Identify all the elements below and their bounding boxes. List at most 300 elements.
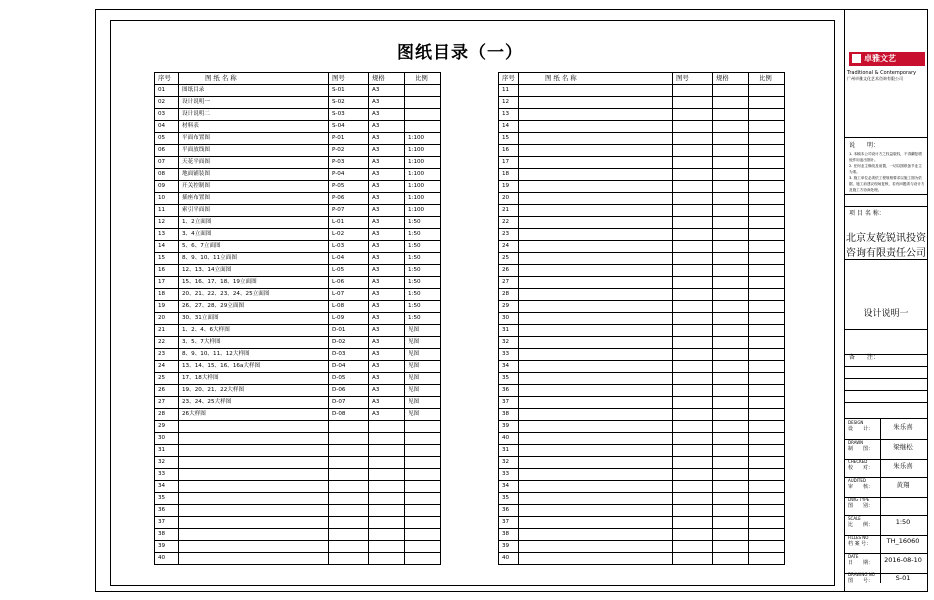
row-no: 23 xyxy=(155,349,179,361)
row-code: D-05 xyxy=(329,373,369,385)
table-row xyxy=(155,157,441,169)
row-size: A3 xyxy=(369,289,405,301)
table-row xyxy=(155,361,441,373)
row-scale xyxy=(749,205,785,217)
row-size xyxy=(713,301,749,313)
row-code xyxy=(673,241,713,253)
row-scale xyxy=(749,229,785,241)
row-name: 3、5、7大样图 xyxy=(179,337,329,349)
table-row xyxy=(155,205,441,217)
row-name: 开关控制图 xyxy=(179,181,329,193)
table-row xyxy=(499,193,785,205)
header-code: 图号 xyxy=(673,73,713,85)
row-no: 16 xyxy=(499,145,519,157)
row-name xyxy=(519,457,673,469)
row-scale xyxy=(405,517,441,529)
table-row xyxy=(499,493,785,505)
row-no: 36 xyxy=(499,505,519,517)
table-row xyxy=(155,121,441,133)
row-no: 24 xyxy=(155,361,179,373)
row-code: P-02 xyxy=(329,145,369,157)
row-name: 23、24、25大样图 xyxy=(179,397,329,409)
row-name xyxy=(179,481,329,493)
row-scale xyxy=(405,481,441,493)
date-value: 2016-08-10 xyxy=(884,556,922,564)
table-row xyxy=(155,265,441,277)
row-code xyxy=(673,385,713,397)
table-row xyxy=(499,433,785,445)
table-row xyxy=(155,169,441,181)
table-row xyxy=(499,97,785,109)
row-size xyxy=(713,361,749,373)
row-no: 31 xyxy=(155,445,179,457)
row-no: 35 xyxy=(499,493,519,505)
row-code xyxy=(673,97,713,109)
row-name xyxy=(179,505,329,517)
row-name xyxy=(519,517,673,529)
table-row xyxy=(499,265,785,277)
row-code: L-07 xyxy=(329,289,369,301)
row-scale: 1:100 xyxy=(405,181,441,193)
row-no: 36 xyxy=(499,385,519,397)
row-scale xyxy=(749,529,785,541)
scale-en-label: SCALE xyxy=(848,516,861,521)
row-scale: 见图 xyxy=(405,397,441,409)
row-size: A3 xyxy=(369,325,405,337)
row-size xyxy=(369,505,405,517)
row-name: 20、21、22、23、24、25立面图 xyxy=(179,289,329,301)
row-name xyxy=(519,205,673,217)
header-no: 序号 xyxy=(499,73,519,85)
row-name xyxy=(519,529,673,541)
file-label: 档 案 号： xyxy=(848,541,872,547)
row-scale: 1:50 xyxy=(405,217,441,229)
row-size xyxy=(713,445,749,457)
row-size xyxy=(713,85,749,97)
row-no: 20 xyxy=(499,193,519,205)
row-size xyxy=(713,205,749,217)
row-code xyxy=(673,529,713,541)
row-name: 图纸目录 xyxy=(179,85,329,97)
row-code xyxy=(673,541,713,553)
row-no: 36 xyxy=(155,505,179,517)
row-no: 34 xyxy=(155,481,179,493)
row-name: 索引平面图 xyxy=(179,205,329,217)
row-size xyxy=(713,313,749,325)
row-no: 26 xyxy=(499,265,519,277)
row-code: L-02 xyxy=(329,229,369,241)
row-name: 地面铺装图 xyxy=(179,169,329,181)
row-code xyxy=(673,337,713,349)
table-row xyxy=(155,529,441,541)
row-name xyxy=(179,457,329,469)
row-name xyxy=(519,481,673,493)
row-scale xyxy=(405,541,441,553)
row-name: 19、20、21、22大样图 xyxy=(179,385,329,397)
row-no: 17 xyxy=(499,157,519,169)
row-code xyxy=(673,397,713,409)
row-name xyxy=(179,421,329,433)
row-name xyxy=(519,217,673,229)
row-size xyxy=(713,229,749,241)
table-row xyxy=(499,553,785,565)
row-code: P-04 xyxy=(329,169,369,181)
row-scale xyxy=(749,181,785,193)
row-size xyxy=(369,541,405,553)
table-row xyxy=(155,325,441,337)
row-no: 35 xyxy=(155,493,179,505)
row-code xyxy=(673,301,713,313)
dwgno-value: S-01 xyxy=(895,574,911,582)
row-scale xyxy=(405,529,441,541)
row-scale xyxy=(749,325,785,337)
row-scale xyxy=(749,493,785,505)
row-scale xyxy=(749,277,785,289)
table-row xyxy=(499,277,785,289)
row-no: 15 xyxy=(155,253,179,265)
row-name xyxy=(519,361,673,373)
page-title: 图纸目录（一） xyxy=(397,43,523,63)
row-no: 16 xyxy=(155,265,179,277)
row-scale xyxy=(749,109,785,121)
row-no: 29 xyxy=(155,421,179,433)
row-name: 1、2立面图 xyxy=(179,217,329,229)
row-size xyxy=(713,469,749,481)
row-no: 32 xyxy=(499,337,519,349)
row-scale xyxy=(749,553,785,565)
row-scale xyxy=(749,217,785,229)
row-code xyxy=(329,493,369,505)
row-code xyxy=(673,121,713,133)
logo-mark-icon xyxy=(852,54,861,63)
row-size: A3 xyxy=(369,169,405,181)
row-scale xyxy=(749,133,785,145)
row-size xyxy=(369,517,405,529)
row-size xyxy=(369,529,405,541)
row-no: 33 xyxy=(155,469,179,481)
row-name xyxy=(519,469,673,481)
row-code: P-06 xyxy=(329,193,369,205)
row-size xyxy=(713,121,749,133)
table-row xyxy=(499,229,785,241)
row-scale xyxy=(749,121,785,133)
row-code: L-09 xyxy=(329,313,369,325)
header-code: 图号 xyxy=(329,73,369,85)
row-code xyxy=(673,445,713,457)
row-name xyxy=(179,469,329,481)
row-no: 17 xyxy=(155,277,179,289)
row-scale xyxy=(749,265,785,277)
row-code xyxy=(673,481,713,493)
row-size: A3 xyxy=(369,313,405,325)
notes-text: 1. 本稿本公司设计方之权益版权，不得翻复增他作用途出图计。 2. 任何业主修改及前置，一切以图纸备节业主为准。 3. 施工单位必须依工程规格要求以施工图为依据，施工前建议现场复核，若有问题须与设计方及施工方协商处理。 xyxy=(849,152,925,192)
row-name: 材料表 xyxy=(179,121,329,133)
row-size: A3 xyxy=(369,145,405,157)
row-size: A3 xyxy=(369,109,405,121)
table-row xyxy=(155,421,441,433)
row-code xyxy=(673,289,713,301)
row-name xyxy=(519,157,673,169)
row-name: 5、6、7立面图 xyxy=(179,241,329,253)
row-size xyxy=(369,469,405,481)
row-code: D-01 xyxy=(329,325,369,337)
row-scale xyxy=(749,445,785,457)
row-scale: 1:100 xyxy=(405,133,441,145)
row-scale xyxy=(405,457,441,469)
row-no: 05 xyxy=(155,133,179,145)
row-no: 28 xyxy=(499,289,519,301)
row-no: 31 xyxy=(499,445,519,457)
table-row xyxy=(155,541,441,553)
row-name: 12、13、14立面图 xyxy=(179,265,329,277)
row-no: 11 xyxy=(155,205,179,217)
row-no: 25 xyxy=(499,253,519,265)
row-code xyxy=(673,349,713,361)
row-code: L-04 xyxy=(329,253,369,265)
table-row xyxy=(499,481,785,493)
row-size xyxy=(369,481,405,493)
row-no: 40 xyxy=(499,433,519,445)
table-row xyxy=(499,505,785,517)
row-name xyxy=(519,85,673,97)
table-row xyxy=(155,553,441,565)
row-scale xyxy=(405,109,441,121)
row-size xyxy=(713,529,749,541)
row-scale: 1:50 xyxy=(405,229,441,241)
row-scale xyxy=(405,445,441,457)
row-scale: 1:50 xyxy=(405,289,441,301)
row-size xyxy=(713,385,749,397)
row-no: 26 xyxy=(155,385,179,397)
row-no: 18 xyxy=(155,289,179,301)
table-row xyxy=(499,541,785,553)
row-name xyxy=(519,277,673,289)
row-name xyxy=(519,445,673,457)
row-size: A3 xyxy=(369,241,405,253)
table-row xyxy=(499,85,785,97)
row-code: D-08 xyxy=(329,409,369,421)
row-name xyxy=(179,517,329,529)
row-size xyxy=(713,325,749,337)
dwgno-label: 图 号： xyxy=(848,578,874,584)
row-no: 10 xyxy=(155,193,179,205)
date-en-label: DATE xyxy=(848,554,859,559)
row-name: 设计说明一 xyxy=(179,97,329,109)
row-size xyxy=(713,457,749,469)
row-size: A3 xyxy=(369,121,405,133)
design-en-label: DESIGN xyxy=(848,420,864,425)
row-name: 平面放线图 xyxy=(179,145,329,157)
row-name xyxy=(179,433,329,445)
row-name xyxy=(519,385,673,397)
row-no: 13 xyxy=(155,229,179,241)
row-no: 38 xyxy=(155,529,179,541)
table-row xyxy=(155,409,441,421)
table-row xyxy=(155,229,441,241)
row-code xyxy=(329,445,369,457)
row-size: A3 xyxy=(369,301,405,313)
row-code: P-05 xyxy=(329,181,369,193)
row-no: 23 xyxy=(499,229,519,241)
project-label: 项 目 名 称： xyxy=(849,210,885,217)
row-scale xyxy=(749,409,785,421)
table-row xyxy=(499,409,785,421)
row-size xyxy=(713,349,749,361)
row-no: 38 xyxy=(499,529,519,541)
row-scale xyxy=(749,373,785,385)
row-size xyxy=(713,553,749,565)
table-row xyxy=(499,349,785,361)
row-scale xyxy=(405,433,441,445)
row-scale: 1:100 xyxy=(405,145,441,157)
row-name: 30、31立面图 xyxy=(179,313,329,325)
row-no: 21 xyxy=(155,325,179,337)
row-code xyxy=(673,85,713,97)
row-size: A3 xyxy=(369,133,405,145)
row-name xyxy=(519,505,673,517)
table-row xyxy=(499,313,785,325)
row-no: 06 xyxy=(155,145,179,157)
row-size xyxy=(713,193,749,205)
row-no: 40 xyxy=(499,553,519,565)
row-name xyxy=(179,541,329,553)
row-size: A3 xyxy=(369,229,405,241)
row-scale xyxy=(749,193,785,205)
row-size xyxy=(369,433,405,445)
row-code: L-01 xyxy=(329,217,369,229)
row-code xyxy=(673,145,713,157)
row-no: 31 xyxy=(499,325,519,337)
row-code: S-02 xyxy=(329,97,369,109)
row-size xyxy=(713,337,749,349)
row-no: 20 xyxy=(155,313,179,325)
table-row xyxy=(155,433,441,445)
row-no: 02 xyxy=(155,97,179,109)
row-size xyxy=(713,157,749,169)
table-row xyxy=(155,253,441,265)
row-size xyxy=(369,457,405,469)
drawn-en-label: DRAWN xyxy=(848,440,864,445)
table-row xyxy=(155,445,441,457)
row-size: A3 xyxy=(369,97,405,109)
row-scale xyxy=(749,253,785,265)
row-code xyxy=(673,133,713,145)
row-no: 21 xyxy=(499,205,519,217)
row-size: A3 xyxy=(369,85,405,97)
row-scale: 1:50 xyxy=(405,265,441,277)
row-size: A3 xyxy=(369,373,405,385)
row-scale xyxy=(749,541,785,553)
row-name xyxy=(519,253,673,265)
row-size xyxy=(713,265,749,277)
row-code: L-03 xyxy=(329,241,369,253)
row-scale xyxy=(749,433,785,445)
row-scale xyxy=(405,493,441,505)
audited-label: 审 核： xyxy=(848,484,874,490)
audited-en-label: AUDITED xyxy=(848,478,866,483)
row-size xyxy=(713,397,749,409)
row-code xyxy=(673,433,713,445)
row-name xyxy=(179,529,329,541)
table-row xyxy=(499,397,785,409)
row-no: 14 xyxy=(499,121,519,133)
header-size: 规格 xyxy=(369,73,405,85)
row-code xyxy=(329,553,369,565)
row-name xyxy=(519,541,673,553)
row-code: L-06 xyxy=(329,277,369,289)
project-name: 北京友乾锐讯投资咨询有限责任公司 xyxy=(846,233,926,259)
row-name xyxy=(519,409,673,421)
row-code xyxy=(329,541,369,553)
drawing-index-table-left xyxy=(154,72,441,565)
row-name xyxy=(519,493,673,505)
table-row xyxy=(499,361,785,373)
row-size xyxy=(369,445,405,457)
row-no: 22 xyxy=(499,217,519,229)
row-size xyxy=(713,493,749,505)
row-code: S-03 xyxy=(329,109,369,121)
row-scale xyxy=(749,157,785,169)
row-no: 28 xyxy=(155,409,179,421)
row-no: 35 xyxy=(499,373,519,385)
row-code: P-07 xyxy=(329,205,369,217)
row-name: 26大样图 xyxy=(179,409,329,421)
table-row xyxy=(155,289,441,301)
date-label: 日 期： xyxy=(848,560,874,566)
row-scale: 1:100 xyxy=(405,157,441,169)
row-code xyxy=(329,505,369,517)
row-scale: 1:50 xyxy=(405,253,441,265)
drawing-name: 设计说明一 xyxy=(863,309,909,319)
row-scale xyxy=(749,97,785,109)
row-size: A3 xyxy=(369,253,405,265)
checked-en-label: CHECKED xyxy=(848,459,868,464)
type-en-label: DWG TYPE xyxy=(848,497,870,502)
row-scale xyxy=(405,553,441,565)
table-row xyxy=(499,121,785,133)
row-name xyxy=(519,289,673,301)
row-size xyxy=(713,289,749,301)
row-name xyxy=(519,325,673,337)
row-scale: 见图 xyxy=(405,337,441,349)
table-row xyxy=(155,85,441,97)
table-row xyxy=(155,241,441,253)
row-no: 34 xyxy=(499,361,519,373)
row-code xyxy=(329,481,369,493)
row-no: 04 xyxy=(155,121,179,133)
row-size xyxy=(713,277,749,289)
row-no: 39 xyxy=(499,541,519,553)
table-row xyxy=(499,457,785,469)
table-row xyxy=(499,301,785,313)
row-size: A3 xyxy=(369,409,405,421)
row-size: A3 xyxy=(369,277,405,289)
row-size xyxy=(713,517,749,529)
table-row xyxy=(499,241,785,253)
table-row xyxy=(155,373,441,385)
row-size: A3 xyxy=(369,385,405,397)
row-name xyxy=(519,229,673,241)
table-row xyxy=(155,397,441,409)
row-no: 27 xyxy=(499,277,519,289)
row-scale xyxy=(749,469,785,481)
row-scale: 1:50 xyxy=(405,241,441,253)
row-name xyxy=(519,241,673,253)
table-row xyxy=(499,169,785,181)
row-no: 11 xyxy=(499,85,519,97)
row-code xyxy=(673,553,713,565)
row-code xyxy=(673,517,713,529)
